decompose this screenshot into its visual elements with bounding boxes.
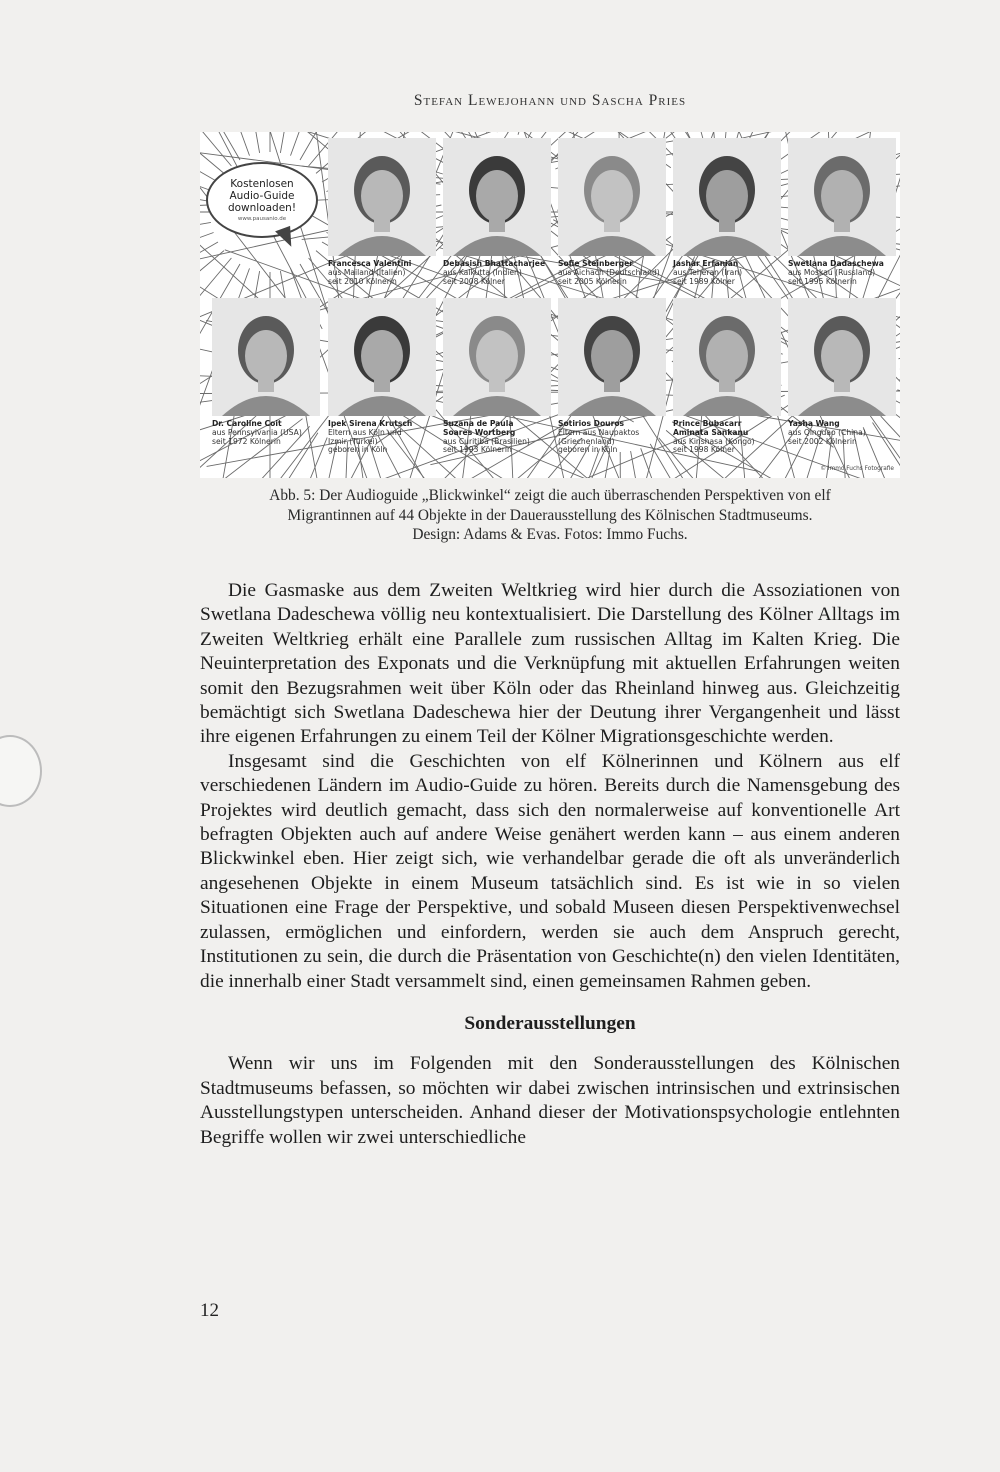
bubble-line-1: Kostenlosen	[230, 177, 294, 190]
portrait-caption	[443, 260, 555, 286]
section-heading: Sonderausstellungen	[464, 1012, 636, 1034]
portrait-photo	[443, 298, 551, 416]
person-name: Francesca Valentini	[328, 259, 412, 268]
portrait-cell	[328, 138, 440, 286]
portrait-silhouette	[673, 138, 781, 256]
person-name: Ipek Sirena Krutsch	[328, 419, 413, 428]
burst-ray	[620, 452, 621, 478]
portrait-photo	[788, 298, 896, 416]
figure-caption-line-2: Migrantinnen auf 44 Objekte in der Dauerausstellung des Kölnischen Stadtmuseums.	[287, 506, 813, 524]
person-since: seit 1998 Kölner	[673, 445, 735, 455]
body-paragraph: Wenn wir uns im Folgenden mit den Sonderausstellungen des Kölnischen Stadtmuseums befassen, so möchten wir dabei zwischen intrinsischen und extrinsischen Ausstellungstypen unterscheiden. Anhand dieser der Motivationspsychologie entlehnten Begriffe wollen wir zwei unterschiedliche	[200, 1053, 900, 1148]
portrait-cell	[212, 298, 324, 446]
portrait-cell	[328, 298, 440, 455]
person-origin: aus Mailand (Italien)	[328, 267, 406, 277]
portrait-photo	[558, 138, 666, 256]
portrait-photo	[328, 138, 436, 256]
portrait-caption	[558, 420, 670, 455]
person-since: seit 1995 Kölnerin	[788, 276, 857, 286]
person-origin: aus Aichach (Deutschland)	[558, 267, 660, 277]
portrait-silhouette	[443, 138, 551, 256]
person-origin: aus Kinshasa (Kongo)	[673, 436, 755, 446]
portrait-cell	[788, 138, 900, 286]
portrait-cell	[673, 298, 785, 455]
figure-caption	[200, 486, 900, 545]
portrait-cell	[443, 298, 555, 455]
portrait-photo	[558, 298, 666, 416]
person-name: Swetlana Dadaschewa	[788, 259, 884, 268]
portrait-photo	[673, 298, 781, 416]
portrait-caption	[212, 420, 324, 446]
person-origin-2: Izmir (Türkei)	[328, 436, 378, 446]
portrait-silhouette	[673, 298, 781, 416]
portrait-cell	[558, 138, 670, 286]
person-origin: aus Qingdao (China)	[788, 427, 866, 437]
person-origin: aus Kalkutta (Indien)	[443, 267, 522, 277]
binding-hole-mark	[0, 735, 42, 807]
portrait-caption	[328, 420, 440, 455]
person-origin: Eltern aus Naupaktos	[558, 427, 640, 437]
person-since: seit 1972 Kölnerin	[212, 436, 281, 446]
portrait-silhouette	[558, 298, 666, 416]
portrait-photo	[673, 138, 781, 256]
person-since: seit 1989 Kölner	[673, 276, 735, 286]
portrait-silhouette	[328, 298, 436, 416]
portrait-cell	[558, 298, 670, 455]
portrait-caption	[673, 260, 785, 286]
person-name: Yasha Wang	[788, 419, 840, 428]
person-since: seit 2008 Kölner	[443, 276, 505, 286]
person-since: seit 2005 Kölnerin	[558, 276, 627, 286]
portrait-silhouette	[328, 138, 436, 256]
body-paragraph: Die Gasmaske aus dem Zweiten Weltkrieg wird hier durch die Assoziationen von Swetlana Dadeschewa völlig neu kontextualisiert. Die Darstellung des Kölner Alltags im Zweiten Weltkrieg erhält eine Parallele zum russischen Alltag im Kalten Krieg. Die Neuinterpretation des Exponats und die Verknüpfung mit aktuellen Erfahrungen weiten somit den Bezugsrahmen weit über Köln oder das Rheinland hinweg aus. Gleichzeitig bemächtigt sich Swetlana Dadeschewa hier der Deutung ihrer Vergangenheit und lässt ihre eigenen Erfahrungen zu einem Teil der Kölner Migrationsgeschichte werden.	[200, 580, 900, 748]
portrait-photo	[788, 138, 896, 256]
bubble-url: www.pausanio.de	[237, 215, 287, 222]
person-origin: aus Moskau (Russland)	[788, 267, 876, 277]
figure-caption-line-3: Design: Adams & Evas. Fotos: Immo Fuchs.	[412, 526, 688, 544]
person-origin-2: (Griechenland)	[558, 436, 615, 446]
portrait-caption	[558, 260, 670, 286]
person-born: geboren in Köln	[558, 445, 618, 455]
person-origin: aus Teheran (Iran)	[673, 267, 743, 277]
person-name: Jashar Erfanian	[673, 259, 739, 268]
person-name: Dr. Caroline Coit	[212, 419, 282, 428]
person-name: Suzana de Paula Soares Wortberg	[443, 419, 516, 437]
body-text	[200, 579, 900, 1150]
portrait-cell	[788, 298, 900, 446]
portrait-silhouette	[558, 138, 666, 256]
portrait-caption	[328, 260, 440, 286]
bubble-line-2: Audio-Guide	[229, 189, 295, 202]
body-paragraph: Insgesamt sind die Geschichten von elf Kölnerinnen und Kölnern aus elf verschiedenen Ländern im Audio-Guide zu hören. Bereits durch die Namensgebung des Projektes wird deutlich gemacht, dass sich den normalerweise auf konventionelle Art befragten Objekten auch auf andere Weise genähert werden kann – aus einem anderen Blickwinkel eben. Hier zeigt sich, wie verhandelbar gerade die oft als unveränderlich angesehenen Objekte in einem Museum tatsächlich sind. Es ist wie in so vielen Situationen eine Frage der Perspektive, und sobald Museen diesen Perspektivenwechsel zulassen, ermöglichen und einfordern, werden sie auch dem Anspruch gerecht, Institutionen zu sein, die durch die Präsentation von Geschichte(n) den vielen Identitäten, die innerhalb einer Stadt versammelt sind, einen gemeinsamen Rahmen geben.	[200, 750, 900, 992]
portrait-cell	[443, 138, 555, 286]
portrait-silhouette	[788, 138, 896, 256]
person-origin: aus Pennsylvania (USA)	[212, 427, 302, 437]
person-name: Sotirios Douros	[558, 419, 625, 428]
portrait-photo	[212, 298, 320, 416]
person-since: seit 2002 Kölnerin	[788, 436, 857, 446]
person-born: geboren in Köln	[328, 445, 388, 455]
portrait-silhouette	[443, 298, 551, 416]
portrait-caption	[788, 260, 900, 286]
portrait-caption	[673, 420, 785, 455]
portrait-caption	[443, 420, 555, 455]
portrait-silhouette	[788, 298, 896, 416]
person-since: seit 1993 Kölnerin	[443, 445, 512, 455]
page-number: 12	[200, 1300, 219, 1321]
portrait-silhouette	[212, 298, 320, 416]
person-origin: aus Curitiba (Brasilien)	[443, 436, 530, 446]
portrait-cell	[673, 138, 785, 286]
portrait-photo	[328, 298, 436, 416]
person-origin: Eltern aus Köln und	[328, 427, 402, 437]
person-name: Debasish Bhattacharjee	[443, 259, 546, 268]
bubble-line-3: downloaden!	[227, 201, 297, 214]
audioguide-figure	[200, 132, 900, 478]
portrait-photo	[443, 138, 551, 256]
portrait-caption	[788, 420, 900, 446]
figure-caption-line-1: Abb. 5: Der Audioguide „Blickwinkel“ zeigt die auch überraschenden Perspektiven von elf	[269, 487, 831, 504]
person-name: Prince Bubacarr Aminata Sankanu	[673, 419, 749, 437]
photo-credit: © Immo Fuchs Fotografie	[820, 466, 894, 472]
person-since: seit 2010 Kölnerin	[328, 276, 397, 286]
running-head: Stefan Lewejohann und Sascha Pries	[413, 92, 687, 109]
person-name: Sofie Steinberger	[558, 259, 634, 268]
download-speech-bubble	[206, 162, 318, 238]
